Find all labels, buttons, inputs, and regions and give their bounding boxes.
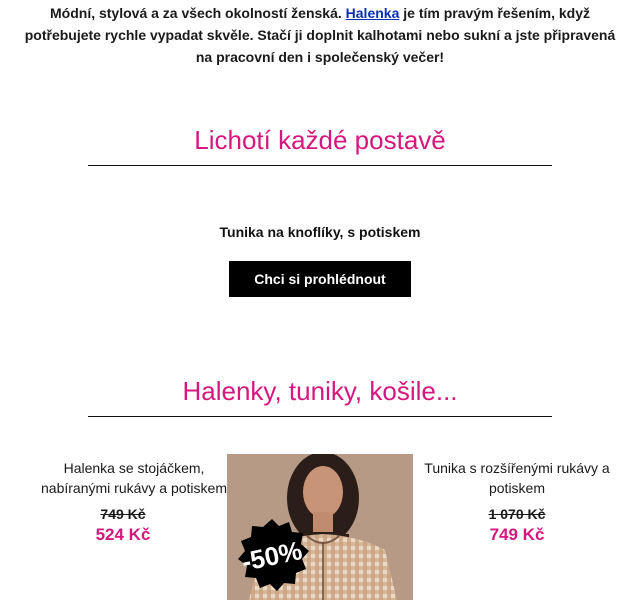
- product-name-left[interactable]: Halenka se stojáčkem, nabíranými rukávy a potiskem: [41, 460, 227, 496]
- section-divider: [88, 416, 552, 417]
- new-price-left: 524 Kč: [95, 525, 151, 544]
- intro-text-before: Módní, stylová a za všech okolností ženská.: [50, 5, 346, 21]
- view-product-button[interactable]: Chci si prohlédnout: [229, 261, 411, 297]
- featured-product-name: Tunika na knoflíky, s potiskem: [219, 224, 421, 240]
- discount-badge-label: -50%: [238, 535, 305, 578]
- old-price-left: 749 Kč: [100, 506, 146, 522]
- new-price-right: 749 Kč: [489, 525, 545, 544]
- section-title-blouses: Halenky, tuniky, košile...: [182, 376, 458, 406]
- section-title-flattering: Lichotí každé postavě: [194, 125, 446, 155]
- discount-badge: [234, 517, 310, 593]
- halenka-link[interactable]: Halenka: [345, 5, 400, 21]
- old-price-right: 1 070 Kč: [488, 506, 546, 522]
- section-divider: [88, 165, 552, 166]
- intro-paragraph: [20, 2, 620, 68]
- intro-text-after: je tím pravým řešením, když potřebujete rychle vypadat skvěle. Stačí ji doplnit kalhotami nebo sukní a jste připravená na pracovní den i společenský večer!: [24, 5, 616, 65]
- product-name-right[interactable]: Tunika s rozšířenými rukávy a potiskem: [424, 460, 610, 496]
